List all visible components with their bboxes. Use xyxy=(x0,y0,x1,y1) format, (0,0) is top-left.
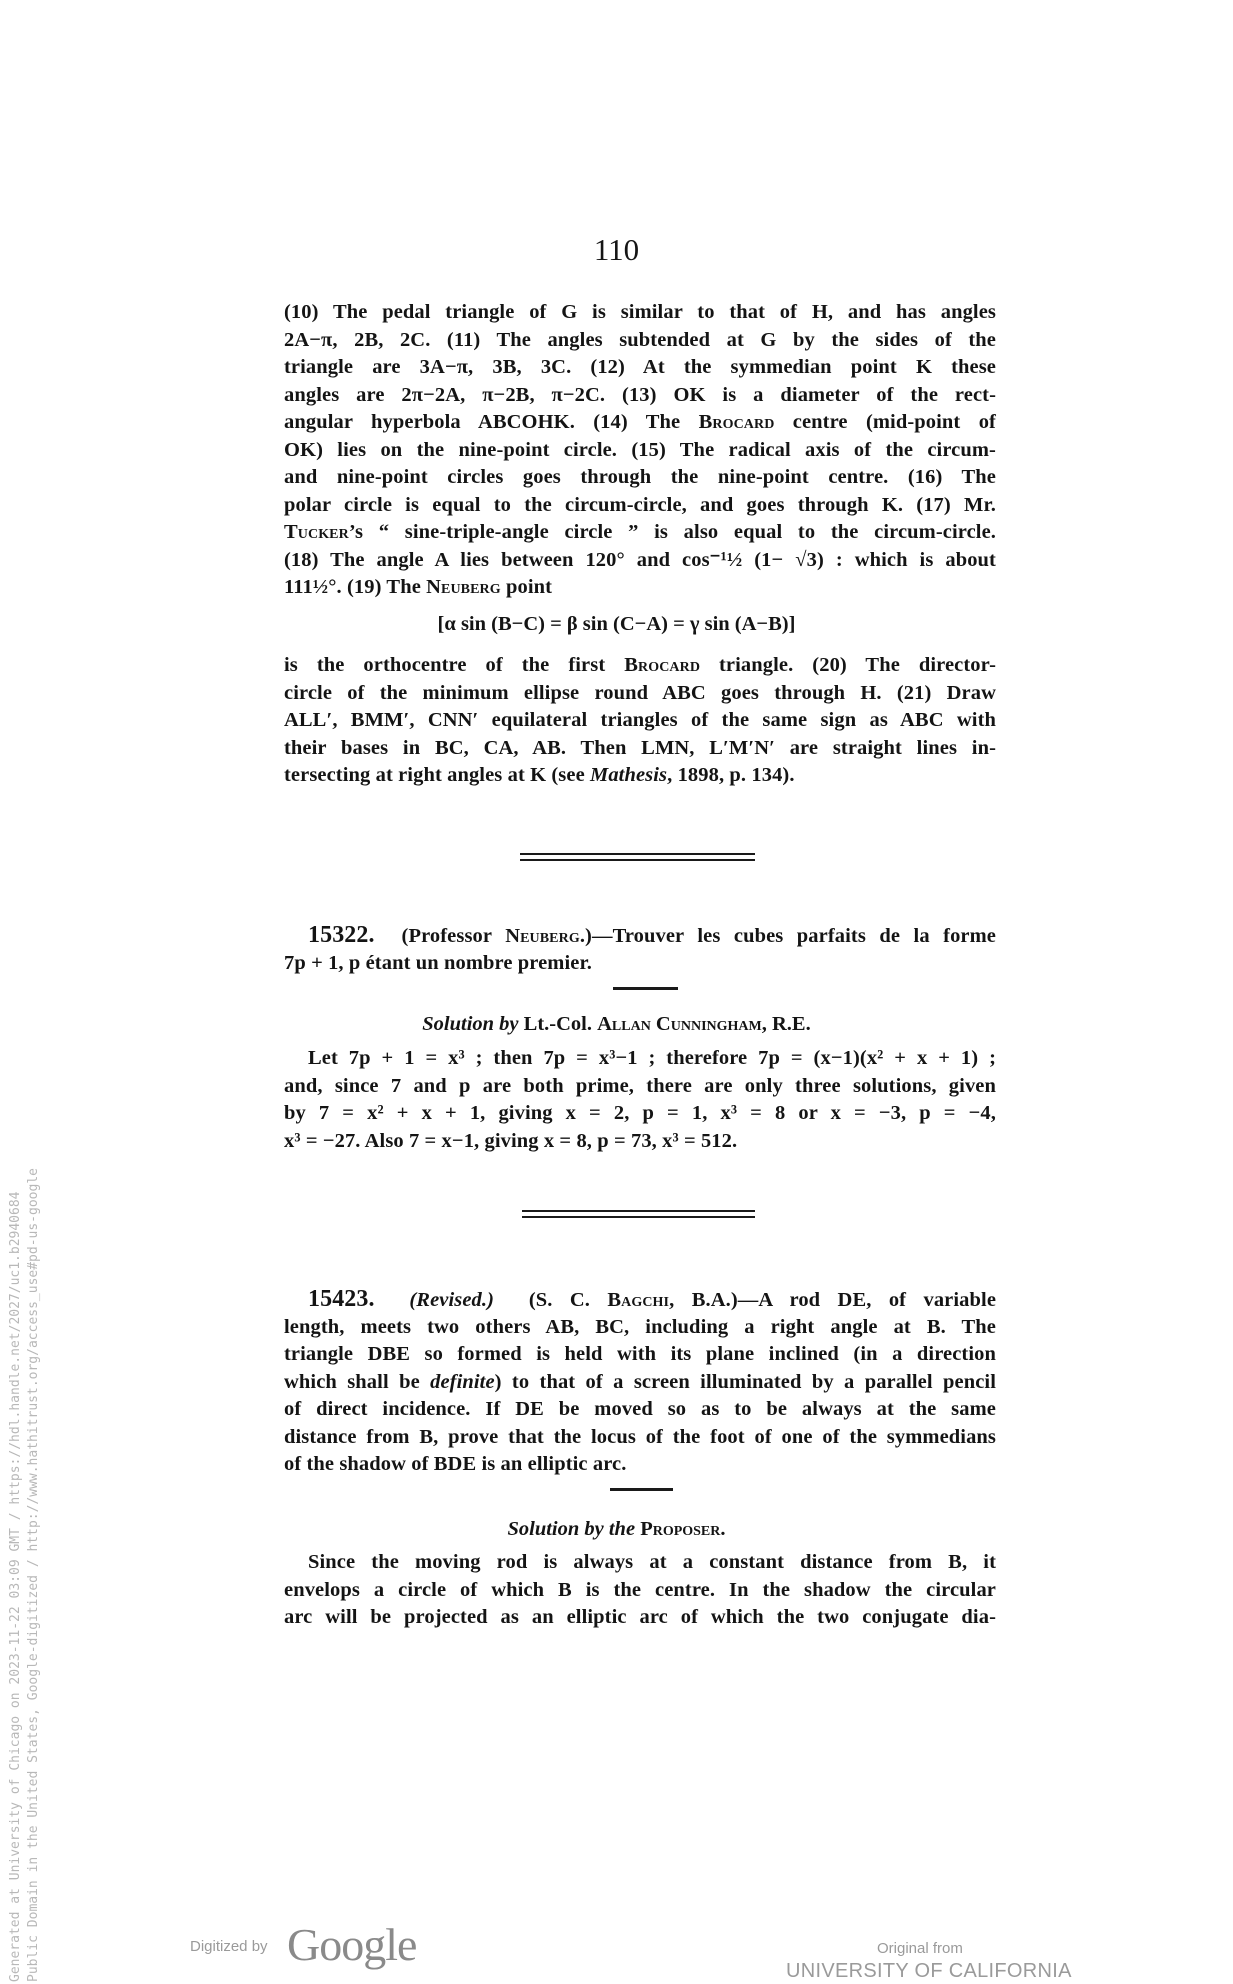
text-span: ) to that of a screen illuminated by a parallel pencil xyxy=(494,1370,996,1393)
text-line: angles are 2π−2A, π−2B, π−2C. (13) OK is a diameter of the rect- xyxy=(284,383,996,406)
text-span: , 1898, p. 134). xyxy=(667,764,795,786)
text-span: which shall be xyxy=(284,1370,431,1393)
text-line: x³ = −27. Also 7 = x−1, giving x = 8, p = 73, x³ = 512. xyxy=(284,1129,738,1152)
text-line: arc will be projected as an elliptic arc of which the two conjugate dia- xyxy=(284,1606,996,1628)
question-number: 15423. xyxy=(308,1286,375,1312)
section-divider xyxy=(520,853,755,861)
text-line xyxy=(284,653,996,677)
text-line: triangle DBE so formed is held with its plane inclined (in a direction xyxy=(284,1343,996,1365)
text-line: polar circle is equal to the circum-circle, and goes through K. (17) Mr. xyxy=(284,493,996,516)
text-line: Since the moving rod is always at a constant distance from B, it xyxy=(308,1551,996,1573)
text-line xyxy=(284,410,996,434)
question-number: 15322. xyxy=(308,922,375,948)
text-span: tersecting at right angles at K (see xyxy=(284,764,590,786)
name-neuberg: Neuberg xyxy=(505,925,580,947)
text-line: of the shadow of BDE is an elliptic arc. xyxy=(284,1453,627,1475)
institution-name: UNIVERSITY OF CALIFORNIA xyxy=(786,1960,1072,1982)
solver-name: Allan Cunningham xyxy=(597,1013,762,1035)
text-span: .)—Trouver les cubes parfaits de la forme xyxy=(579,925,996,947)
name-neuberg: Neuberg xyxy=(426,576,501,598)
watermark-line-2: Public Domain in the United States, Google-digitized / http://www.hathitrust.org/access_use#pd-us-google xyxy=(26,1168,41,1982)
solution-heading xyxy=(0,1012,1233,1036)
text-span: (Professor xyxy=(401,925,506,947)
journal-title: Mathesis xyxy=(590,764,668,786)
emphasis-definite: definite xyxy=(430,1370,495,1393)
formula: [α sin (B−C) = β sin (C−A) = γ sin (A−B)] xyxy=(437,613,796,635)
text-span: , B.A.)—A rod DE, of variable xyxy=(669,1289,997,1311)
text-line xyxy=(284,763,996,787)
solver-name: Proposer xyxy=(640,1518,721,1540)
text-span: centre (mid-point of xyxy=(774,411,996,433)
text-line: their bases in BC, CA, AB. Then LMN, L′M′N′ are straight lines in- xyxy=(284,736,996,759)
text-line: by 7 = x² + x + 1, giving x = 2, p = 1, x³ = 8 or x = −3, p = −4, xyxy=(284,1102,996,1124)
text-line: 2A−π, 2B, 2C. (11) The angles subtended at G by the sides of the xyxy=(284,328,996,351)
text-line: (18) The angle A lies between 120° and cos⁻¹½ (1− √3) : which is about xyxy=(284,548,996,571)
text-line: circle of the minimum ellipse round ABC goes through H. (21) Draw xyxy=(284,681,996,704)
text-span: ’s “ sine-triple-angle circle ” is also equal to the circum-circle. xyxy=(348,521,996,543)
question-heading xyxy=(284,1287,996,1312)
revised-label: (Revised.) xyxy=(409,1289,495,1311)
text-span: angular hyperbola ABCOHK. (14) The xyxy=(284,411,699,433)
name-brocard: Brocard xyxy=(698,411,775,433)
section-divider xyxy=(522,1210,755,1218)
page-number: 110 xyxy=(593,232,640,267)
text-span: is the orthocentre of the first xyxy=(284,654,625,676)
text-line: length, meets two others AB, BC, including a right angle at B. The xyxy=(284,1315,996,1338)
text-line: and, since 7 and p are both prime, there are only three solutions, given xyxy=(284,1074,996,1097)
original-from-label: Original from xyxy=(877,1940,963,1957)
google-logo: Google xyxy=(287,1919,417,1970)
text-line: Let 7p + 1 = x³ ; then 7p = x³−1 ; therefore 7p = (x−1)(x² + x + 1) ; xyxy=(308,1047,996,1069)
text-span: point xyxy=(500,576,553,598)
solution-heading xyxy=(0,1517,1233,1541)
text-line: (10) The pedal triangle of G is similar to that of H, and has angles xyxy=(284,301,996,323)
solution-label: Solution by the xyxy=(507,1518,636,1540)
text-span: triangle. (20) The director- xyxy=(700,654,997,676)
text-line: of direct incidence. If DE be moved so as to be always at the same xyxy=(284,1398,996,1420)
text-line: triangle are 3A−π, 3B, 3C. (12) At the symmedian point K these xyxy=(284,356,996,378)
text-line: envelops a circle of which B is the centre. In the shadow the circular xyxy=(284,1578,996,1601)
name-tucker: Tucker xyxy=(284,521,349,543)
text-line: ALL′, BMM′, CNN′ equilateral triangles of the same sign as ABC with xyxy=(284,709,996,731)
short-rule xyxy=(613,987,678,990)
question-heading xyxy=(284,923,996,948)
text-line: and nine-point circles goes through the nine-point centre. (16) The xyxy=(284,466,996,488)
name-brocard: Brocard xyxy=(624,654,701,676)
short-rule xyxy=(610,1488,673,1491)
text-line xyxy=(284,575,996,599)
name-bagchi: Bagchi xyxy=(607,1289,670,1311)
watermark-line-1: Generated at University of Chicago on 2023-11-22 03:09 GMT / https://hdl.handle.net/2027/uc1.b2940684 xyxy=(8,1191,23,1982)
digitized-by-label: Digitized by xyxy=(190,1938,268,1955)
text-line xyxy=(284,1370,996,1394)
text-span: Lt.-Col. xyxy=(518,1013,598,1035)
text-line: 7p + 1, p étant un nombre premier. xyxy=(284,951,592,974)
solution-label: Solution by xyxy=(422,1013,519,1035)
text-line: distance from B, prove that the locus of the foot of one of the symmedians xyxy=(284,1425,996,1448)
text-span: . xyxy=(720,1518,726,1540)
text-span: 111½°. (19) The xyxy=(284,576,427,598)
text-span: , R.E. xyxy=(761,1013,811,1035)
text-line xyxy=(284,520,996,544)
text-span: (S. C. xyxy=(528,1289,608,1311)
text-line: OK) lies on the nine-point circle. (15) The radical axis of the circum- xyxy=(284,438,996,461)
